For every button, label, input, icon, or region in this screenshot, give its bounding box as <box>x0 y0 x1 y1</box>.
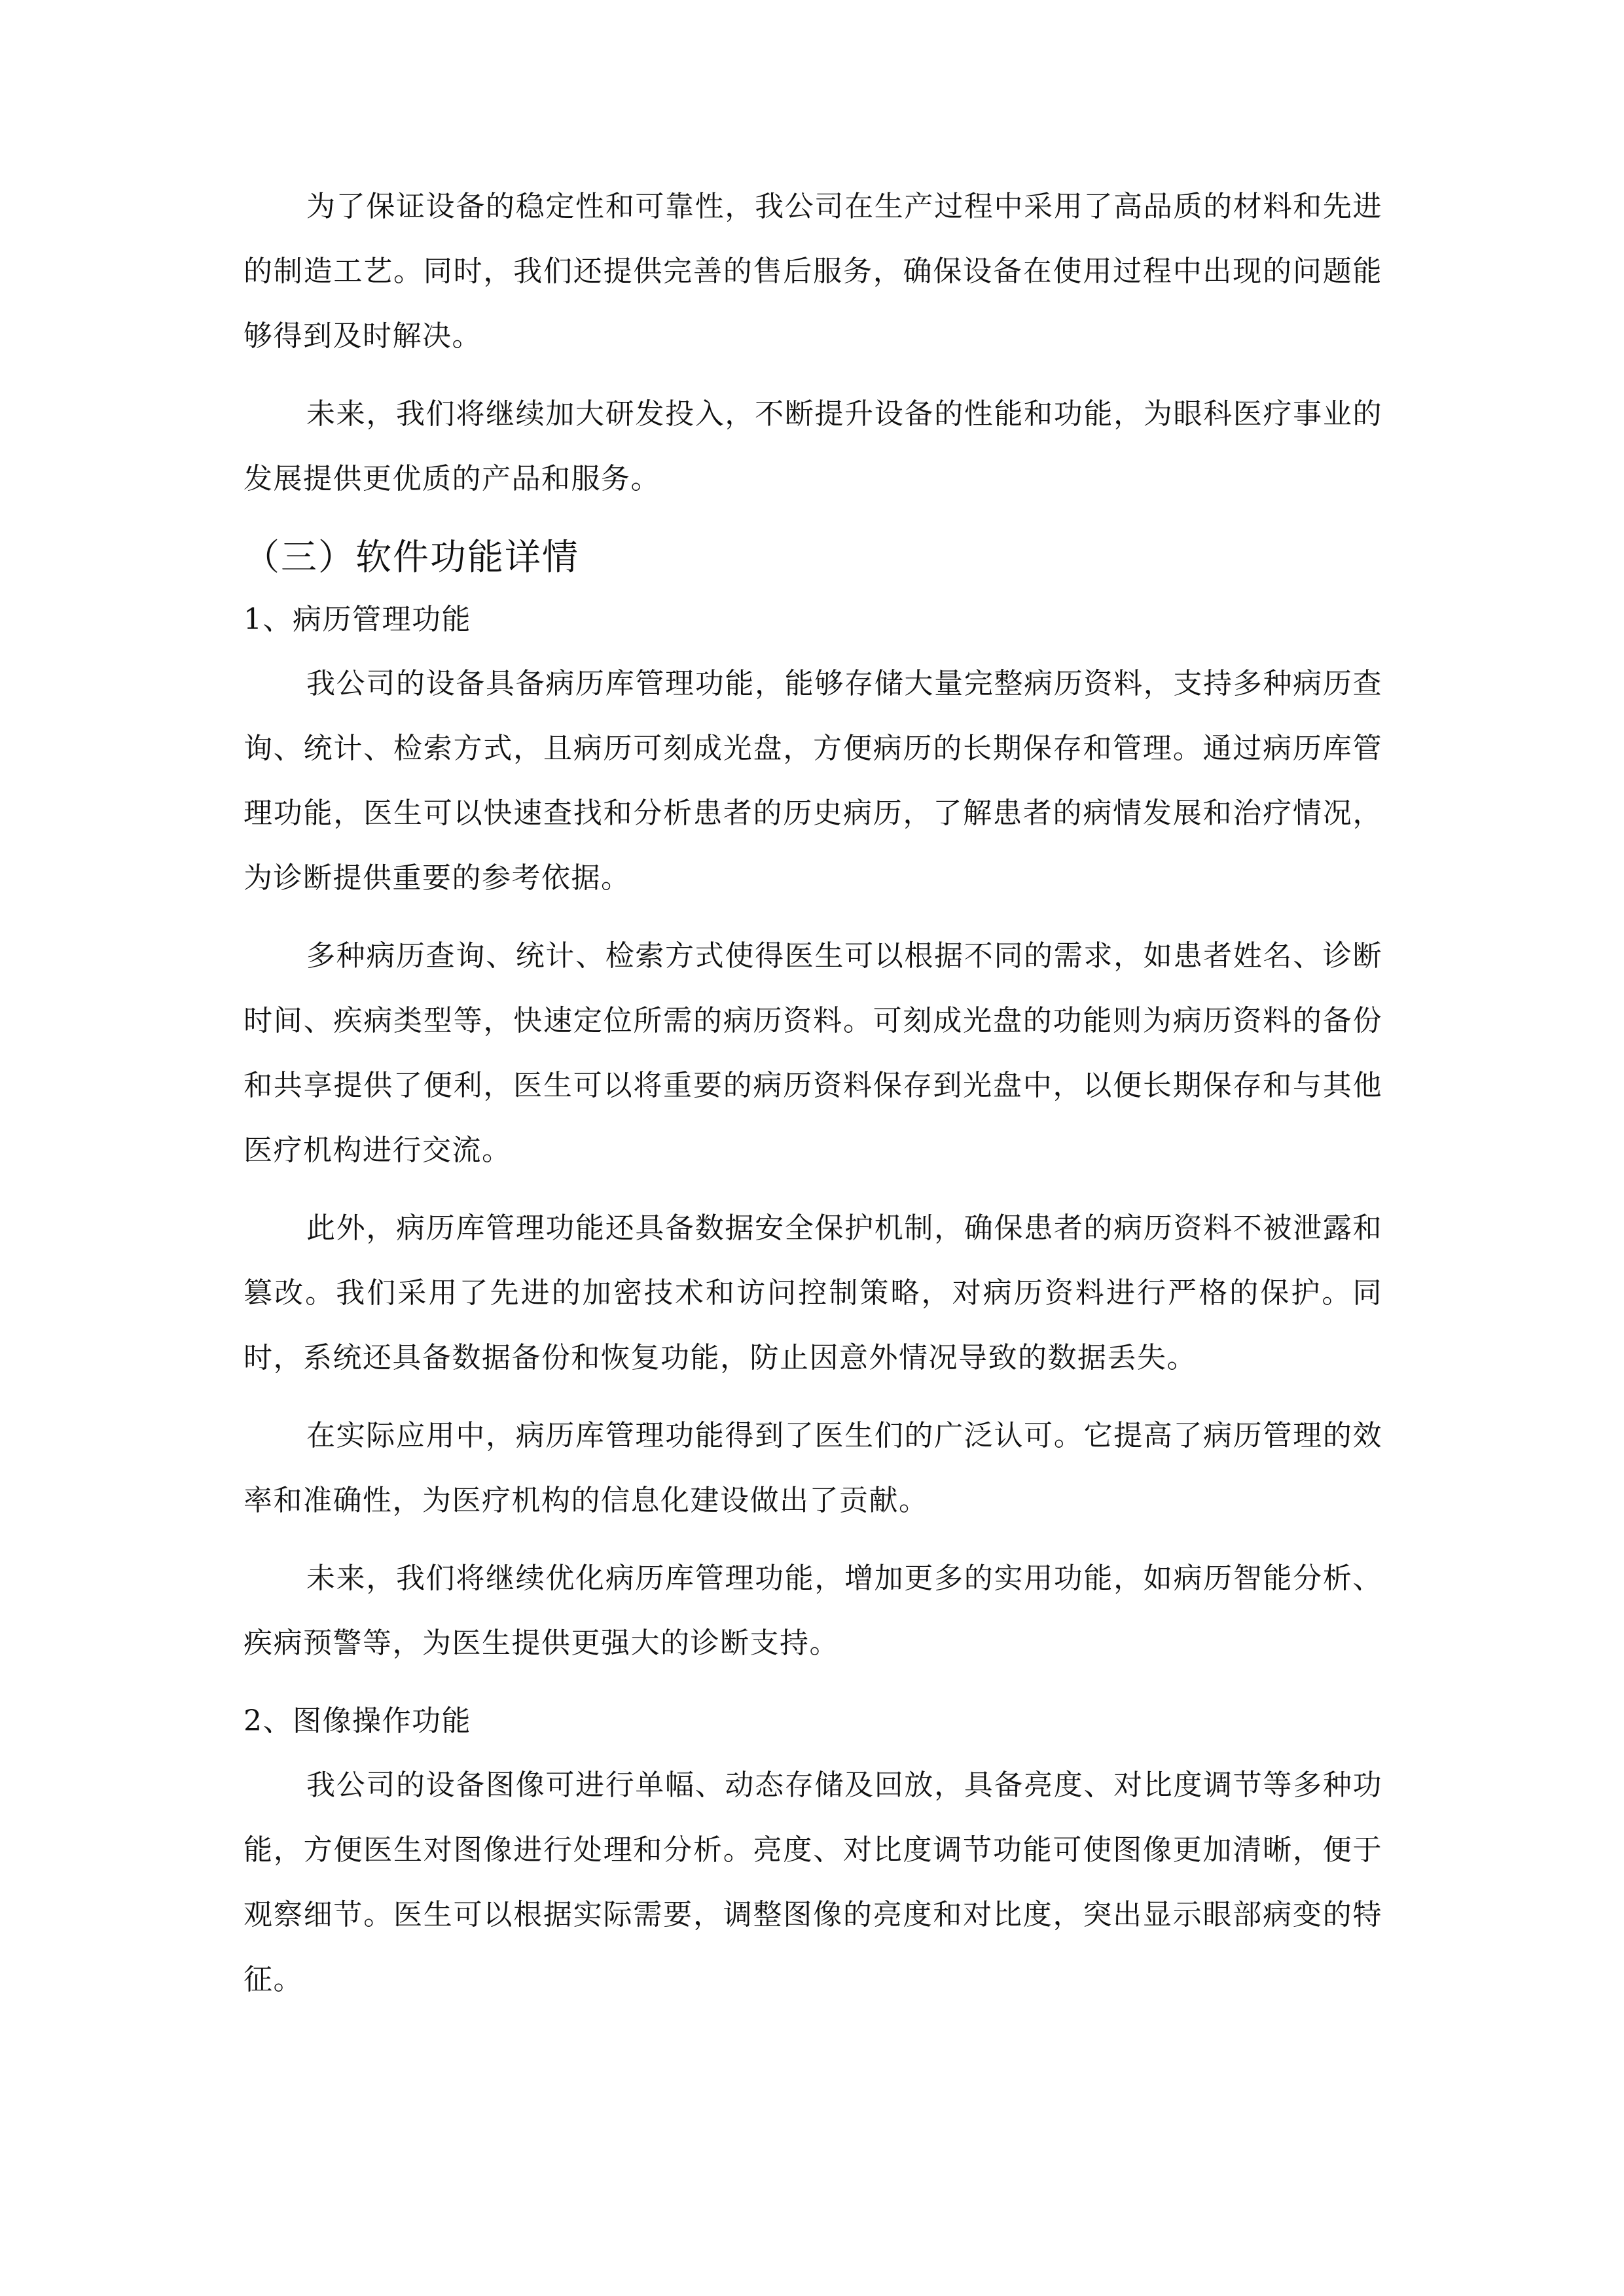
records-paragraph-1: 我公司的设备具备病历库管理功能，能够存储大量完整病历资料，支持多种病历查询、统计、检索方式，且病历可刻成光盘，方便病历的长期保存和管理。通过病历库管理功能，医生可以快速查找和分析患者的历史病历，了解患者的病情发展和治疗情况，为诊断提供重要的参考依据。 <box>244 667 1382 895</box>
records-paragraph-5: 未来，我们将继续优化病历库管理功能，增加更多的实用功能，如病历智能分析、疾病预警等，为医生提供更强大的诊断支持。 <box>244 1562 1382 1660</box>
subheading-image-operations: 2、图像操作功能 <box>244 1704 471 1738</box>
records-paragraph-4: 在实际应用中，病历库管理功能得到了医生们的广泛认可。它提高了病历管理的效率和准确性，为医疗机构的信息化建设做出了贡献。 <box>244 1419 1382 1517</box>
subheading-medical-records: 1、病历管理功能 <box>244 603 471 636</box>
page-content <box>244 174 1382 2012</box>
records-paragraph-3: 此外，病历库管理功能还具备数据安全保护机制，确保患者的病历资料不被泄露和篡改。我们采用了先进的加密技术和访问控制策略，对病历资料进行严格的保护。同时，系统还具备数据备份和恢复功能，防止因意外情况导致的数据丢失。 <box>244 1211 1382 1374</box>
records-paragraph-2: 多种病历查询、统计、检索方式使得医生可以根据不同的需求，如患者姓名、诊断时间、疾病类型等，快速定位所需的病历资料。可刻成光盘的功能则为病历资料的备份和共享提供了便利，医生可以将重要的病历资料保存到光盘中，以便长期保存和与其他医疗机构进行交流。 <box>244 939 1382 1167</box>
image-paragraph-1: 我公司的设备图像可进行单幅、动态存储及回放，具备亮度、对比度调节等多种功能，方便医生对图像进行处理和分析。亮度、对比度调节功能可使图像更加清晰，便于观察细节。医生可以根据实际需要，调整图像的亮度和对比度，突出显示眼部病变的特征。 <box>244 1768 1382 1996</box>
intro-paragraph-1: 为了保证设备的稳定性和可靠性，我公司在生产过程中采用了高品质的材料和先进的制造工艺。同时，我们还提供完善的售后服务，确保设备在使用过程中出现的问题能够得到及时解决。 <box>244 190 1382 353</box>
section-heading-software-features: （三）软件功能详情 <box>244 536 580 578</box>
intro-paragraph-2: 未来，我们将继续加大研发投入，不断提升设备的性能和功能，为眼科医疗事业的发展提供更优质的产品和服务。 <box>244 397 1382 495</box>
